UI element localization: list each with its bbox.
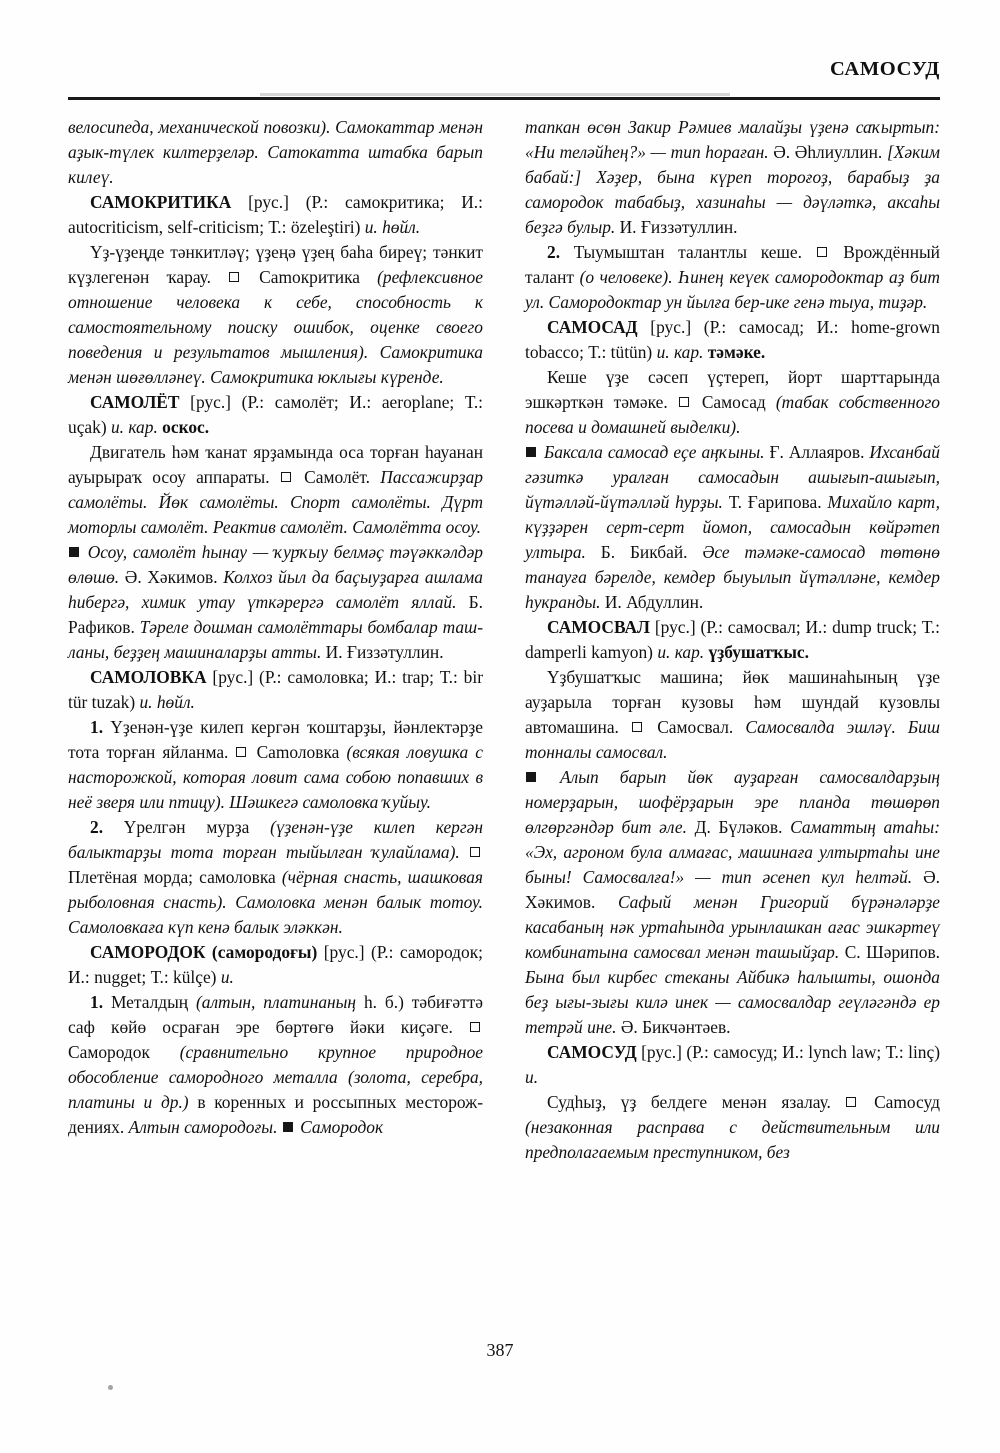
definition-text: И. Абдуллин. [604, 592, 704, 612]
right-column [525, 115, 940, 1330]
definition-text: Судһыҙ, үҙ белдеге менән язалау. [547, 1092, 831, 1112]
example-text: Әсе тәмәке-самосад төтөнө танауға бәрелде, кемдер быуылып йүтәлләне, кемдер һукранды. [525, 542, 940, 612]
filled-square-marker-icon [283, 1122, 293, 1132]
headword: САМОЛЁТ [90, 392, 180, 412]
definition-text: Ғ. Аллаяров. [769, 442, 870, 462]
definition-text: [рус.] (Р.: самосуд; И.: lynch law; Т.: linç) [636, 1042, 940, 1062]
definition-text: И. Ғиззәтуллин. [325, 642, 444, 662]
entry-block-citation [525, 440, 940, 615]
filled-square-marker-icon [526, 447, 536, 457]
example-text: Алтын самородоғы. [128, 1117, 282, 1137]
scan-speck [108, 1385, 113, 1390]
example-text: и. кар. [656, 342, 708, 362]
open-square-marker-icon [470, 1022, 480, 1032]
definition-text: Металдың [110, 992, 196, 1012]
entry-block-sense [525, 1090, 940, 1165]
example-text: Пассажирҙар самолёты. Йөк самолёты. Спорт самолёты. Дүрт моторлы самолёт. Реактив самолёт. Самолётта осоу. [68, 467, 483, 537]
filled-square-marker-icon [69, 547, 79, 557]
entry-block-continuation [525, 115, 940, 240]
example-text: Сафый менән Григорий бүрәнәләрҙе касабаның нәк уртаһында урынлашкан ағас эшкәртеү комбинатына самосвал менән ташыйҙар. [525, 892, 941, 962]
definition-text: [рус.] (Р.: самокритика; И.: autocriticism, self-criticism; Т.: özeleştiri) [68, 192, 483, 237]
headword: САМОКРИТИКА [90, 192, 232, 212]
definition-text: [рус.] (Р.: самосвал; И.: dump truck; Т.: damperli kamyon) [525, 617, 940, 662]
definition-text: Үрелгән мурҙа [123, 817, 271, 837]
headword: САМОРОДОК (самородоғы) [90, 942, 318, 962]
definition-text: Плетёная морда; самоловка [68, 867, 282, 887]
example-text: и. кар. [110, 417, 163, 437]
definition-text: һ. б.) [363, 992, 412, 1012]
example-text: и. [525, 1067, 539, 1087]
example-text: [Хәким бабай:] Хәҙер, бына күреп тороғоҙ, барабыҙ ҙа самородок табабыҙ, хазинаһы — дәүләткә, аксаһы беҙгә булыр. [525, 142, 940, 237]
sense-number: 1. [90, 992, 111, 1012]
example-text: Саматтың атаһы: «Эх, агроном була алмағас, машинаға ултыртаһы ине быны! Самосвалға!» — тип әсенеп кул һелтәй. [525, 817, 940, 887]
entry-block-citation [68, 540, 483, 665]
entry-block-entry [525, 1040, 940, 1090]
entry-block-sense [68, 990, 483, 1140]
headword: САМОСАД [547, 317, 638, 337]
sense-number: 2. [90, 817, 124, 837]
example-text: (табак собственного посева и домашней выделки). [525, 392, 940, 437]
entry-block-sense [525, 240, 940, 315]
open-square-marker-icon [817, 247, 827, 257]
entry-block-sense [68, 240, 483, 390]
definition-text: С. Шәрипов. [844, 942, 941, 962]
definition-text: Самолёт. [304, 467, 381, 487]
header-rule [68, 97, 940, 100]
entry-block-sense [525, 365, 940, 440]
definition-text: Б. Рафиков. [68, 592, 483, 637]
filled-square-marker-icon [526, 772, 536, 782]
definition-text: Врождённый талант [525, 242, 940, 287]
entry-block-entry [68, 190, 483, 240]
entry-block-entry [68, 390, 483, 440]
definition-text: Саmосуд [874, 1092, 940, 1112]
example-text: и. һөйл. [364, 217, 421, 237]
definition-text: Ә. Хәкимов. [124, 567, 224, 587]
example-text: Тәреле дошман самолёттары бомбалар ташланы, беҙҙең машиналарҙы атты. [68, 617, 483, 662]
scan-artifact [260, 93, 730, 96]
example-text: Самосвалда эшләү. Биш тонналы самосвал. [525, 717, 940, 762]
definition-text: [рус.] (Р.: самоловка; И.: trap; Т.: bir tür tuzak) [68, 667, 483, 712]
definition-text: [рус.] (Р.: самолёт; И.: aeroplane; Т.: uçak) [68, 392, 483, 437]
entry-block-continuation [68, 115, 483, 190]
definition-text: Двигатель һәм ҡанат ярҙамында оса торған һауанан ауырыраҡ осоу аппараты. [68, 442, 483, 487]
definition-text: Самосад [701, 392, 776, 412]
open-square-marker-icon [470, 847, 480, 857]
definition-text: Т. Ғарипова. [728, 492, 828, 512]
example-text: (о человеке). Һинең кеүек самородоктар аҙ бит ул. Самородоктар ун йылға бер-ике генә тыуа, тиҙәр. [525, 267, 940, 312]
definition-text: Самосвал. [657, 717, 746, 737]
example-text: (үҙенән-үҙе килеп кергән балыктарҙы тота торған тыйылған ҡулайлама). [68, 817, 483, 862]
headword: САМОСВАЛ [547, 617, 650, 637]
example-text: и. кар. [657, 642, 709, 662]
definition-text: Саmоловка [256, 742, 347, 762]
entry-block-entry [68, 665, 483, 715]
example-text: и. һөйл. [139, 692, 195, 712]
open-square-marker-icon [632, 722, 642, 732]
open-square-marker-icon [229, 272, 239, 282]
example-text: Колхоз йыл да баҫыуҙарға ашлама һибергә, химик утау үткәрергә самолёт яллай. [68, 567, 483, 612]
example-text: (чёрная снасть, шашковая рыболовная снасть). Самоловка менән балык тотоу. Самоловкаға күп кенә балык эләккән. [68, 867, 483, 937]
example-text: (алтын, платинаның [195, 992, 364, 1012]
entry-block-sense [525, 665, 940, 765]
example-text: Алып барып йөк ауҙарған самосвалдарҙың номерҙарын, шофёрҙарын эре планда төшөрөп өлгөргәндәр бит әле. [525, 767, 940, 837]
example-text: (рефлексивное отношение человека к себе, способность к самостоятельному поиску ошибок, оценке своего поведения и результатов мышления). Самокритика менән шөғөлләнеү. Самокритика юклығы күренде. [68, 267, 483, 387]
entry-block-citation [525, 765, 940, 1040]
example-text: и. [220, 967, 234, 987]
sense-number: 1. [90, 717, 111, 737]
page-number: 387 [486, 1340, 514, 1360]
entry-block-entry [525, 615, 940, 665]
definition-text: Ә. Хәкимов. [525, 867, 940, 912]
example-text: (сравнительно крупное природное обособление самородного металла (золота, серебра, платины и др.) [68, 1042, 484, 1112]
example-text: Ихсанбай гәзиткә уралған самосадын ашығып-ашығып, йүтәлләй-йүтәлләй һурҙы. [525, 442, 940, 512]
definition-text: Кеше үҙе сәсеп үҫтереп, йорт шарттарында эшкәрткән тәмәке. [525, 367, 940, 412]
definition-text: в коренных и россыпных месторождениях. [68, 1092, 483, 1137]
example-text: (всякая ловушка с насторожкой, которая ловит сама собою попавших в неё зверя или птицу). Шәшкегә самоловка ҡуйыу. [68, 742, 483, 812]
entry-block-entry [525, 315, 940, 365]
sense-number: 2. [547, 242, 574, 262]
open-square-marker-icon [679, 397, 689, 407]
definition-text: тәбиғәттә саф көйө осраған эре бөртөгө йәки киҫәге. [68, 992, 483, 1037]
left-column [68, 115, 483, 1330]
definition-text: Үҙ-үҙеңде тәнкитләү; үҙеңә үҙең баһа биреү; тәнкит күҙлегенән ҡарау. [68, 242, 483, 287]
entry-block-sense [68, 715, 483, 815]
definition-text: [рус.] (Р.: самородок; И.: nugget; Т.: külçe) [68, 942, 483, 987]
example-text: (незаконная расправа с действительным или предполагаемым преступником, без [525, 1117, 940, 1162]
definition-text: Б. Бикбай. [600, 542, 703, 562]
definition-text: Ә. Бикчәнтәев. [620, 1017, 731, 1037]
headword: САМОСУД [547, 1042, 637, 1062]
headword: САМОЛОВКА [90, 667, 207, 687]
open-square-marker-icon [281, 472, 291, 482]
example-text: Осоу, самолёт һынау — ҡурҡыу белмәҫ тәүәккәлдәр өлөшө. [68, 542, 483, 587]
example-text: Баксала самосад еҫе аңҡыны. [543, 442, 770, 462]
definition-text: [рус.] (Р.: самосад; И.: home-grown tobacco; Т.: tütün) [525, 317, 940, 362]
entry-block-sense [68, 440, 483, 540]
definition-text: Үҙбушатҡыс машина; йөк машинаһының үҙе ауҙарыла торған кузовы һәм шундай кузовлы автомашина. [525, 667, 940, 737]
example-text: Бына был кирбес стеканы Айбикә һалышты, ошонда беҙ ығы-зығы килә инек — самосвалдар геүләгәндә ер тетрәй ине. [525, 967, 940, 1037]
definition-text: Тыумыштан талантлы кеше. [573, 242, 802, 262]
two-column-body [68, 115, 940, 1330]
open-square-marker-icon [846, 1097, 856, 1107]
cross-reference-word: үҙбушатҡыс. [708, 642, 810, 662]
definition-text: Саmокритика [259, 267, 378, 287]
cross-reference-word: тәмәке. [707, 342, 766, 362]
entry-block-sense [68, 815, 483, 940]
example-text: Самородок [300, 1117, 384, 1137]
running-head: САМОСУД [830, 58, 940, 80]
definition-text: И. Ғиззәтуллин. [619, 217, 738, 237]
definition-text: Д. Бүләков. [694, 817, 791, 837]
definition-text: Самородок [68, 1042, 180, 1062]
definition-text: Үҙенән-үҙе килеп кергән ҡоштарҙы, йәнлектәрҙе тота торған яйланма. [68, 717, 484, 762]
open-square-marker-icon [236, 747, 246, 757]
definition-text: Ә. Әһлиуллин. [773, 142, 887, 162]
example-text: Михайло карт, күҙҙәрен серт-серт йомоп, самосадын көйрәтеп ултыра. [525, 492, 940, 562]
entry-block-entry [68, 940, 483, 990]
example-text: тапкан өсөн Закир Рәмиев малайҙы үҙенә саҡыртып: «Ни теләйһең?» — тип һораған. [525, 117, 940, 162]
example-text: велосипеда, механической повозки). Самокаттар менән аҙык-түлек килтерҙеләр. Саmокатта штабка барып килеү. [68, 117, 483, 187]
cross-reference-word: оскос. [162, 417, 210, 437]
